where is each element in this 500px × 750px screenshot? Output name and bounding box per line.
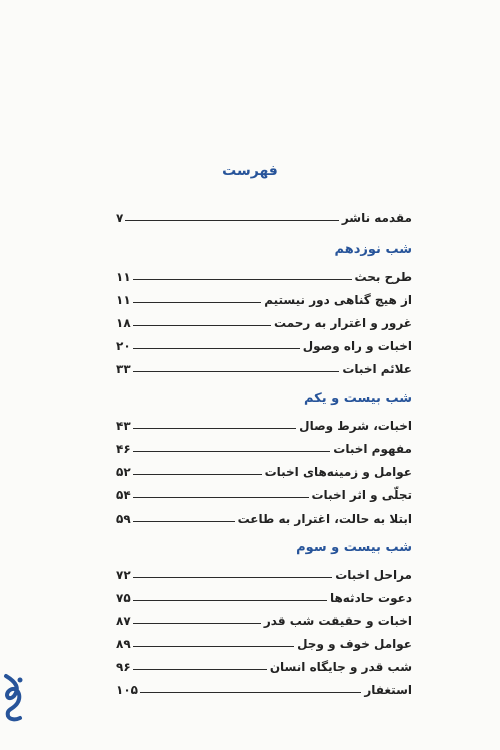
entry-page-number: ۴۳ [116, 419, 131, 433]
entry-label: طرح بحث [354, 270, 412, 284]
toc-entry-intro[interactable] [116, 207, 412, 225]
entry-label: اخبات و حقیقت شب قدر [263, 614, 412, 628]
toc-entry[interactable] [116, 461, 412, 479]
entry-label: تجلّی و اثر اخبات [311, 488, 412, 502]
toc-entry[interactable] [116, 610, 412, 628]
entry-label: علائم اخبات [342, 362, 412, 376]
entry-label: شب قدر و جایگاه انسان [269, 660, 412, 674]
entry-leader-line [133, 325, 271, 326]
toc-entry[interactable] [116, 358, 412, 376]
entry-page-number: ۷ [116, 211, 124, 225]
toc-entry[interactable] [116, 484, 412, 502]
toc-entry[interactable] [116, 587, 412, 605]
toc-entry[interactable] [116, 564, 412, 582]
entry-label: مقدمه ناشر [341, 211, 412, 225]
entry-leader-line [133, 428, 297, 429]
toc-entry[interactable] [116, 656, 412, 674]
entry-page-number: ۷۵ [116, 591, 131, 605]
entry-page-number: ۹۶ [116, 660, 131, 674]
toc-entry[interactable] [116, 335, 412, 353]
entry-page-number: ۸۹ [116, 637, 131, 651]
entry-leader-line [133, 600, 327, 601]
toc-entry[interactable] [116, 266, 412, 284]
entry-page-number: ۵۴ [116, 488, 131, 502]
entry-page-number: ۵۲ [116, 465, 131, 479]
toc-entry[interactable] [116, 312, 412, 330]
entry-page-number: ۴۶ [116, 442, 131, 456]
entry-leader-line [133, 623, 261, 624]
section-heading-1: شب نوزدهم [334, 242, 412, 257]
entry-page-number: ۱۰۵ [116, 683, 138, 697]
publisher-logo-icon [0, 672, 26, 724]
entry-leader-line [125, 220, 339, 221]
entry-label: دعوت حادثه‌ها [329, 591, 412, 605]
entry-label: غرور و اغترار به رحمت [274, 316, 412, 330]
entry-page-number: ۷۲ [116, 568, 131, 582]
toc-entry[interactable] [116, 289, 412, 307]
entry-leader-line [133, 669, 267, 670]
section-heading-3: شب بیست و سوم [296, 540, 412, 555]
entry-leader-line [133, 497, 309, 498]
entry-label: اخبات و راه وصول [302, 339, 412, 353]
toc-entry[interactable] [116, 415, 412, 433]
entry-leader-line [133, 577, 333, 578]
entry-label: ابتلا به حالت، اغترار به طاعت [237, 512, 412, 526]
entry-page-number: ۸۷ [116, 614, 131, 628]
toc-entry[interactable] [116, 438, 412, 456]
entry-label: اخبات، شرط وصال [299, 419, 412, 433]
entry-leader-line [133, 279, 352, 280]
entry-page-number: ۳۳ [116, 362, 131, 376]
entry-leader-line [140, 692, 361, 693]
entry-page-number: ۱۱ [116, 293, 131, 307]
entry-leader-line [133, 474, 262, 475]
toc-entry[interactable] [116, 679, 412, 697]
entry-leader-line [133, 302, 262, 303]
entry-label: استغفار [364, 683, 412, 697]
entry-leader-line [133, 646, 294, 647]
entry-leader-line [133, 348, 300, 349]
entry-leader-line [133, 451, 331, 452]
entry-page-number: ۱۱ [116, 270, 131, 284]
section-heading-2: شب بیست و یکم [303, 391, 412, 406]
toc-entry[interactable] [116, 633, 412, 651]
entry-leader-line [133, 521, 235, 522]
entry-label: عوامل خوف و وجل [297, 637, 412, 651]
entry-page-number: ۱۸ [116, 316, 131, 330]
entry-leader-line [133, 371, 340, 372]
entry-label: مراحل اخبات [335, 568, 412, 582]
entry-label: عوامل و زمینه‌های اخبات [264, 465, 412, 479]
entry-label: از هیچ گناهی دور نیستیم [264, 293, 412, 307]
entry-page-number: ۲۰ [116, 339, 131, 353]
entry-page-number: ۵۹ [116, 512, 131, 526]
entry-label: مفهوم اخبات [333, 442, 412, 456]
toc-entry[interactable] [116, 508, 412, 526]
toc-title: فهرست [222, 163, 278, 179]
